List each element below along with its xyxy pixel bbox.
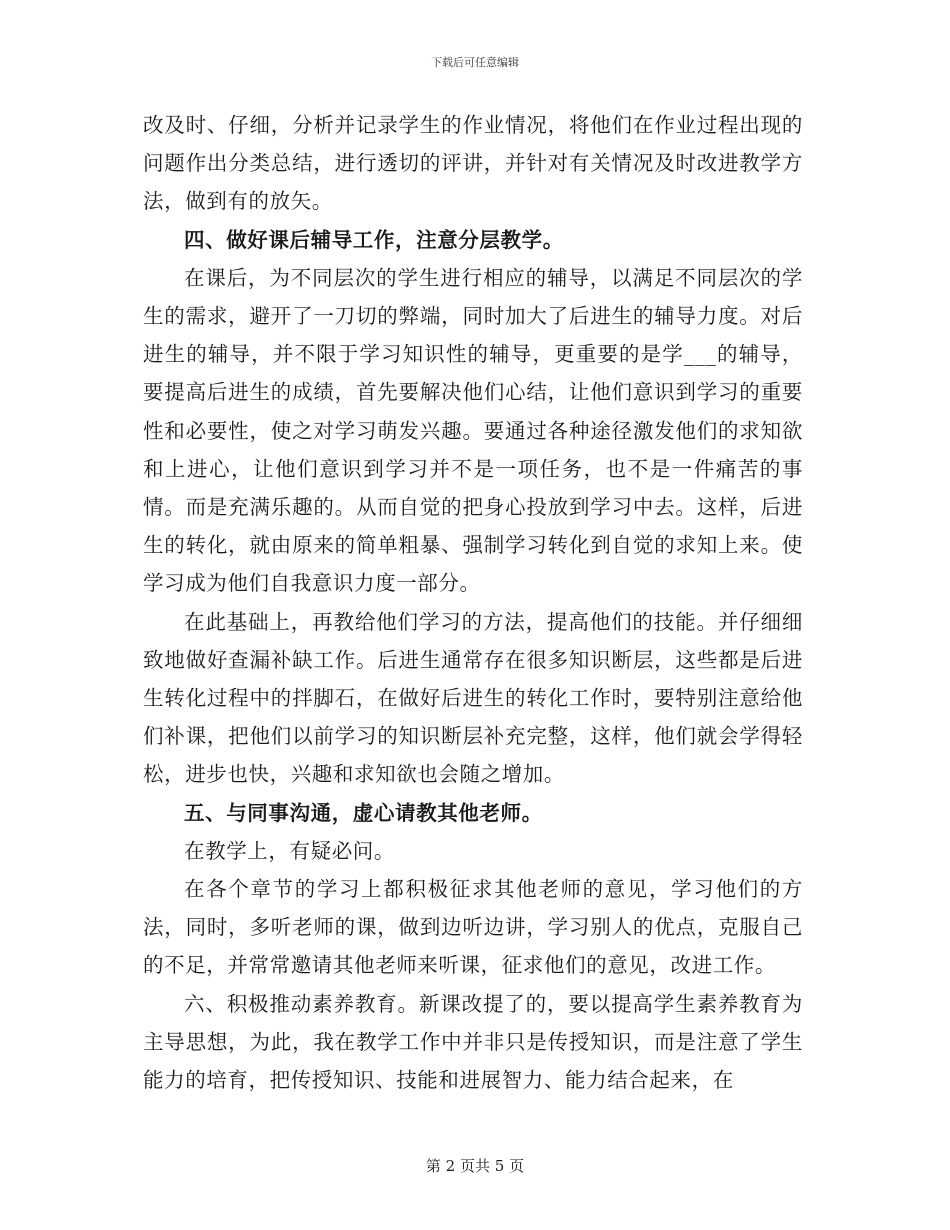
- paragraph-study-methods: 在此基础上，再教给他们学习的方法，提高他们的技能。并仔细细致地做好查漏补缺工作。后进生通常存在很多知识断层，这些都是后进生转化过程中的拌脚石，在做好后进生的转化工作时，要特别注意给他们补课，把他们以前学习的知识断层补充完整，这样，他们就会学得轻松，进步也快，兴趣和求知欲也会随之增加。: [143, 609, 803, 787]
- paragraph-quality-education: 六、积极推动素养教育。新课改提了的，要以提高学生素养教育为主导思想，为此，我在教学工作中并非只是传授知识，而是注意了学生能力的培育，把传授知识、技能和进展智力、能力结合起来，在: [143, 991, 803, 1093]
- page-footer-page-number: 第 2 页共 5 页: [425, 1157, 525, 1175]
- paragraph-consult-teachers: 在各个章节的学习上都积极征求其他老师的意见，学习他们的方法，同时，多听老师的课，做到边听边讲，学习别人的优点，克服自己的不足，并常常邀请其他老师来听课，征求他们的意见，改进工作。: [143, 877, 803, 978]
- document-body: [143, 106, 803, 1099]
- paragraph-ask-questions: 在教学上，有疑必问。: [184, 838, 395, 863]
- paragraph-continuation: 改及时、仔细，分析并记录学生的作业情况，将他们在作业过程出现的问题作出分类总结，进行透切的评讲，并针对有关情况及时改进教学方法，做到有的放矢。: [143, 113, 803, 214]
- section-heading-4: 四、做好课后辅导工作，注意分层教学。: [184, 227, 564, 252]
- page-header: 下载后可任意编辑: [431, 56, 519, 69]
- section-heading-5: 五、与同事沟通，虚心请教其他老师。: [184, 800, 543, 825]
- paragraph-after-class-tutoring: 在课后，为不同层次的学生进行相应的辅导，以满足不同层次的学生的需求，避开了一刀切的弊端，同时加大了后进生的辅导力度。对后进生的辅导，并不限于学习知识性的辅导，更重要的是学___的辅导，要提高后进生的成绩，首先要解决他们心结，让他们意识到学习的重要性和必要性，使之对学习萌发兴趣。要通过各种途径激发他们的求知欲和上进心，让他们意识到学习并不是一项任务，也不是一件痛苦的事情。而是充满乐趣的。从而自觉的把身心投放到学习中去。这样，后进生的转化，就由原来的简单粗暴、强制学习转化到自觉的求知上来。使学习成为他们自我意识力度一部分。: [143, 265, 803, 596]
